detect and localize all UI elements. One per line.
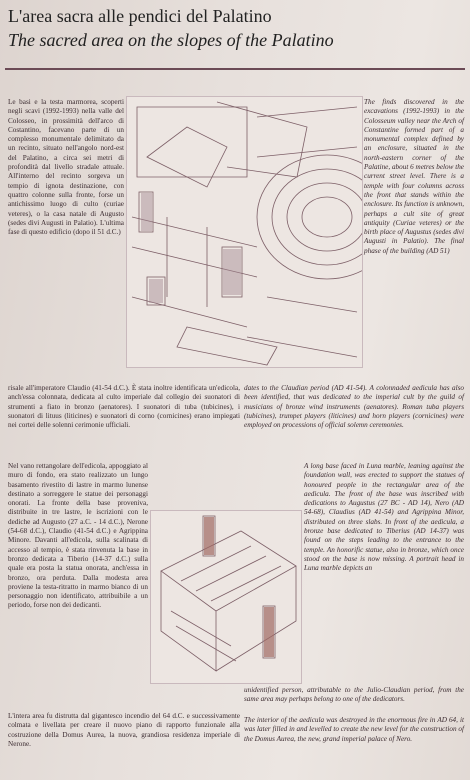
english-paragraph-5: The interior of the aedicula was destroyed in the enormous fire in AD 64, it was later filled in and levelled to create the new level for the construction of the Domus Aurea, the new, grand imperial palace of Nero. [244,716,464,743]
english-paragraph-1: The finds discovered in the excavations (1992-1993) in the Colosseum valley near the Arch of Constantine formed part of a monumental complex defined by an enclosure, situated in the north-eastern corner of the Palatine, about 6 metres below the current street level. There is a temple with four columns across the front that stands within the enclosure. Its function is unknown, perhaps a cult site of great antiquity (Curiae veteres) or the birth place of Augustus (sedes divi Augusti in Palatio). The final phase of the building (AD 51) [364,98,464,255]
site-plan-svg [127,97,362,367]
title-italian: L'area sacra alle pendici del Palatino [8,6,272,26]
english-paragraph-2: dates to the Claudian period (AD 41-54). A colonnaded aedicula has also been identified, that was dedicated to the imperial cult by the guild of musicians of bronze wind instruments (aenatores). Roman tuba players (tubicines), trumpet players (liticines) and horn players (cornicines) were employed on processions of official solemn ceremonies. [244,384,464,430]
italian-paragraph-2: risale all'imperatore Claudio (41-54 d.C.). È stata inoltre identificata un'edicola, anch'essa colonnata, dedicata al culto imperiale dal collegio dei suonatori di strumenti a fiato in bronzo (aenatores). I suonatori di tuba (tubicines), i suonatori di lituus (liticines) e suonatori di corno (cornicines) erano impiegati nei cortei delle solenni cerimonie ufficiali. [8,384,240,430]
english-paragraph-3: A long base faced in Luna marble, leaning against the foundation wall, was erected to support the statues of honoured people in the rectangular area of the aedicula. The front of the base was inscribed with dedications to Augustus (27 BC - AD 14), Nero (AD 54-68), Claudius (AD 41-54) and Agrippina Minor, distributed on three slabs. In front of the aedicula, a bronze base dedicated to Tiberius (AD 14-37) was found on the steps leading to the entrance to the temple. An honorific statue, also in bronze, which once stood on the base is now missing. A portrait head in Luna marble depicts an [304,462,464,573]
english-paragraph-4: unidentified person, attributable to the Julio-Claudian period, from the same area may perhaps belong to one of the dedicators. [244,686,464,704]
title-english: The sacred area on the slopes of the Palatino [8,30,334,50]
reconstruction-svg [151,511,301,683]
reconstruction-drawing [150,510,302,684]
italian-paragraph-4: L'intera area fu distrutta dal gigantesco incendio del 64 d.C. e successivamente colmata e livellata per creare il nuovo piano di rapporto funzionale alla costruzione della Domus Aurea, la nuova, grandiosa residenza imperiale di Nerone. [8,712,240,748]
italian-paragraph-1: Le basi e la testa marmorea, scoperti negli scavi (1992-1993) nella valle del Colosseo, in prossimità dell'arco di Costantino, facevano parte di un complesso monumentale delimitato da un recinto, situato nell'angolo nord-est del Palatino, a circa sei metri di profondità dal livello stradale attuale. All'interno del recinto sorgeva un tempio di ignota destinazione, con quattro colonne sulla fronte, forse un antichissimo luogo di culto (curiae veteres), o la casa natale di Augusto (sedes divi Augusti in Palatio). L'ultima fase di questo edificio (dopo il 51 d.C.) [8,98,124,237]
site-plan-drawing [126,96,363,368]
divider-rule [5,68,465,70]
italian-paragraph-3: Nel vano rettangolare dell'edicola, appoggiato al muro di fondo, era stato realizzato un lungo basamento rivestito di lastre in marmo lunense destinato a sorreggere le statue dei personaggi onorati. La fronte della base proveniva, distribuite in tre lastre, le iscrizioni con le dediche ad Augusto (27 a.C. - 14 d.C.), Nerone (54-68 d.C.), Claudio (41-54 d.C.) e Agrippina Minore. Davanti all'edicola, sulla scalinata di accesso al tempio, è stata rinvenuta la base in bronzo dedicata a Tiberio (14-37 d.C.) sulla quale era posta la statua onorata, anch'essa in bronzo, ora perduta. Dalla modesta area proviene la testa-ritratto in marmo bianco di un personaggio non identificato, attribuibile a un periodo, forse non dei dedicanti. [8,462,148,610]
